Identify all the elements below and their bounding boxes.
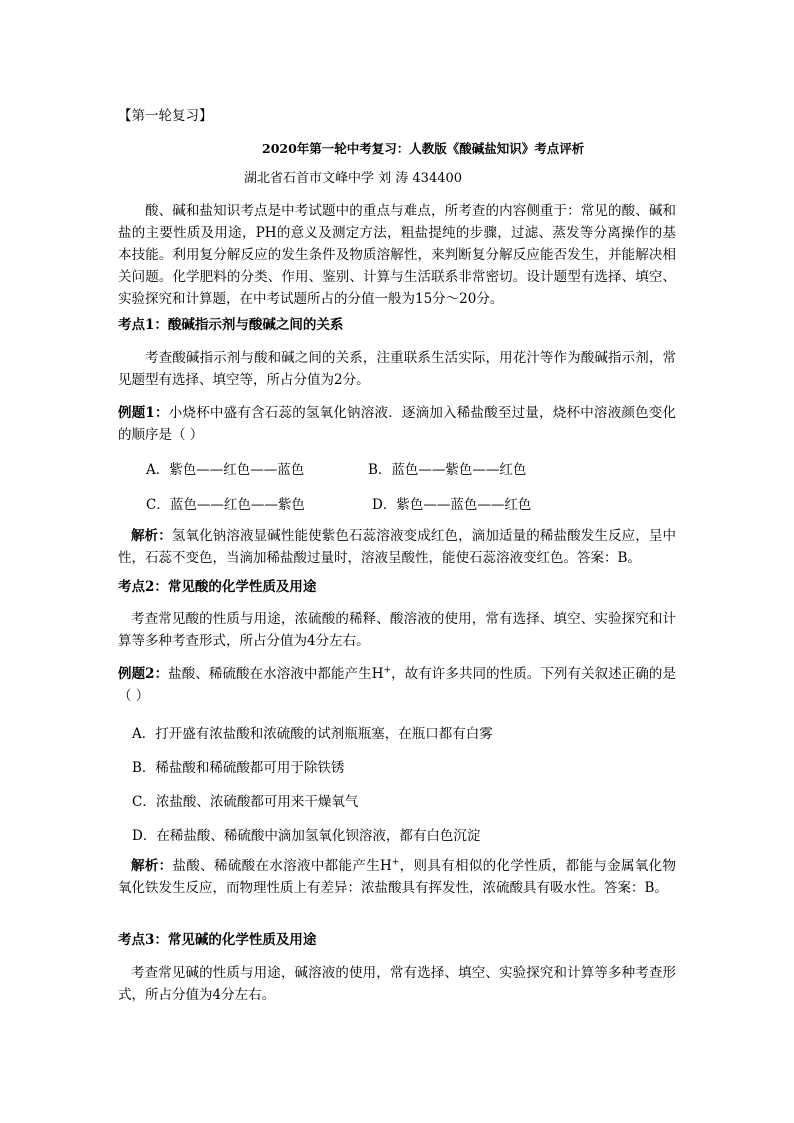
section1-heading: 考点1：酸碱指示剂与酸碱之间的关系 <box>118 317 344 333</box>
example1-analysis <box>118 525 676 569</box>
section2-heading: 考点2：常见酸的化学性质及用途 <box>118 579 317 595</box>
example1-option-d: D．紫色——蓝色——红色 <box>372 497 532 513</box>
analysis1-label: 解析： <box>131 528 172 544</box>
section3-description: 考查常见碱的性质与用途，碱溶液的使用，常有选择、填空、实验探究和计算等多种考查形式，所占分值为4分左右。 <box>118 965 676 1003</box>
example1-question <box>118 402 676 446</box>
example2-text-b: ，故有许多共同的性质。下列有关叙述正确的是（ ） <box>118 666 676 704</box>
example1-text: 小烧杯中盛有含石蕊的氢氧化钠溶液．逐滴加入稀盐酸至过量，烧杯中溶液颜色变化的顺序是（ ） <box>118 405 676 443</box>
example1-option-c: C．蓝色——红色——紫色 <box>146 497 305 513</box>
example1-label: 例题1： <box>118 405 169 421</box>
example2-superscript: + <box>383 665 392 676</box>
intro-paragraph: 酸、碱和盐知识考点是中考试题中的重点与难点，所考查的内容侧重于：常见的酸、碱和盐的主要性质及用途，PH的意义及测定方法，粗盐提纯的步骤，过滤、蒸发等分离操作的基本技能。利用复分解反应的发生条件及物质溶解性，来判断复分解反应能否发生，并能解决相关问题。化学肥料的分类、作用、鉴别、计算与生活联系非常密切。设计题型有选择、填空、实验探究和计算题，在中考试题所占的分值一般为15分～20分。 <box>118 203 676 307</box>
section2-description: 考查常见酸的性质与用途，浓硫酸的稀释、酸溶液的使用，常有选择、填空、实验探究和计算等多种考查形式，所占分值为4分左右。 <box>118 611 676 649</box>
document-title: 2020年第一轮中考复习：人教版《酸碱盐知识》考点评析 <box>262 141 585 156</box>
example2-text-a: 盐酸、稀硫酸在水溶液中都能产生H <box>168 666 384 682</box>
example1-option-b: B．蓝色——紫色——红色 <box>368 462 527 478</box>
section3-heading: 考点3：常见碱的化学性质及用途 <box>118 932 317 948</box>
section1-description: 考查酸碱指示剂与酸和碱之间的关系，注重联系生活实际，用花汁等作为酸碱指示剂，常见题型有选择、填空等，所占分值为2分。 <box>118 350 676 388</box>
example2-option-a: A．打开盛有浓盐酸和浓硫酸的试剂瓶瓶塞，在瓶口都有白雾 <box>132 726 493 742</box>
analysis2-text-b: ，则具有相似的化学性质，都能与金属氧化物氧化铁发生反应，而物理性质上有差异：浓盐酸具有挥发性，浓硫酸具有吸水性。答案：B。 <box>118 858 677 896</box>
analysis1-text: 氢氧化钠溶液显碱性能使紫色石蕊溶液变成红色，滴加适量的稀盐酸发生反应，呈中性，石蕊不变色，当滴加稀盐酸过量时，溶液呈酸性，能使石蕊溶液变红色。答案：B。 <box>118 528 677 566</box>
author-line: 湖北省石首市文峰中学 刘 涛 434400 <box>244 171 463 186</box>
example2-question <box>118 663 676 707</box>
example1-option-a: A．紫色——红色——蓝色 <box>146 462 305 478</box>
analysis2-superscript: + <box>391 857 400 868</box>
example2-option-d: D．在稀盐酸、稀硫酸中滴加氢氧化钡溶液，都有白色沉淀 <box>132 828 481 844</box>
example2-label: 例题2： <box>118 666 169 682</box>
analysis2-label: 解析： <box>131 858 173 874</box>
review-tag: 【第一轮复习】 <box>118 108 213 124</box>
example2-option-b: B．稀盐酸和稀硫酸都可用于除铁锈 <box>132 760 345 776</box>
analysis2-text-a: 盐酸、稀硫酸在水溶液中都能产生H <box>172 858 392 874</box>
example2-option-c: C．浓盐酸、浓硫酸都可用来干燥氧气 <box>132 794 359 810</box>
example2-analysis <box>118 855 676 899</box>
